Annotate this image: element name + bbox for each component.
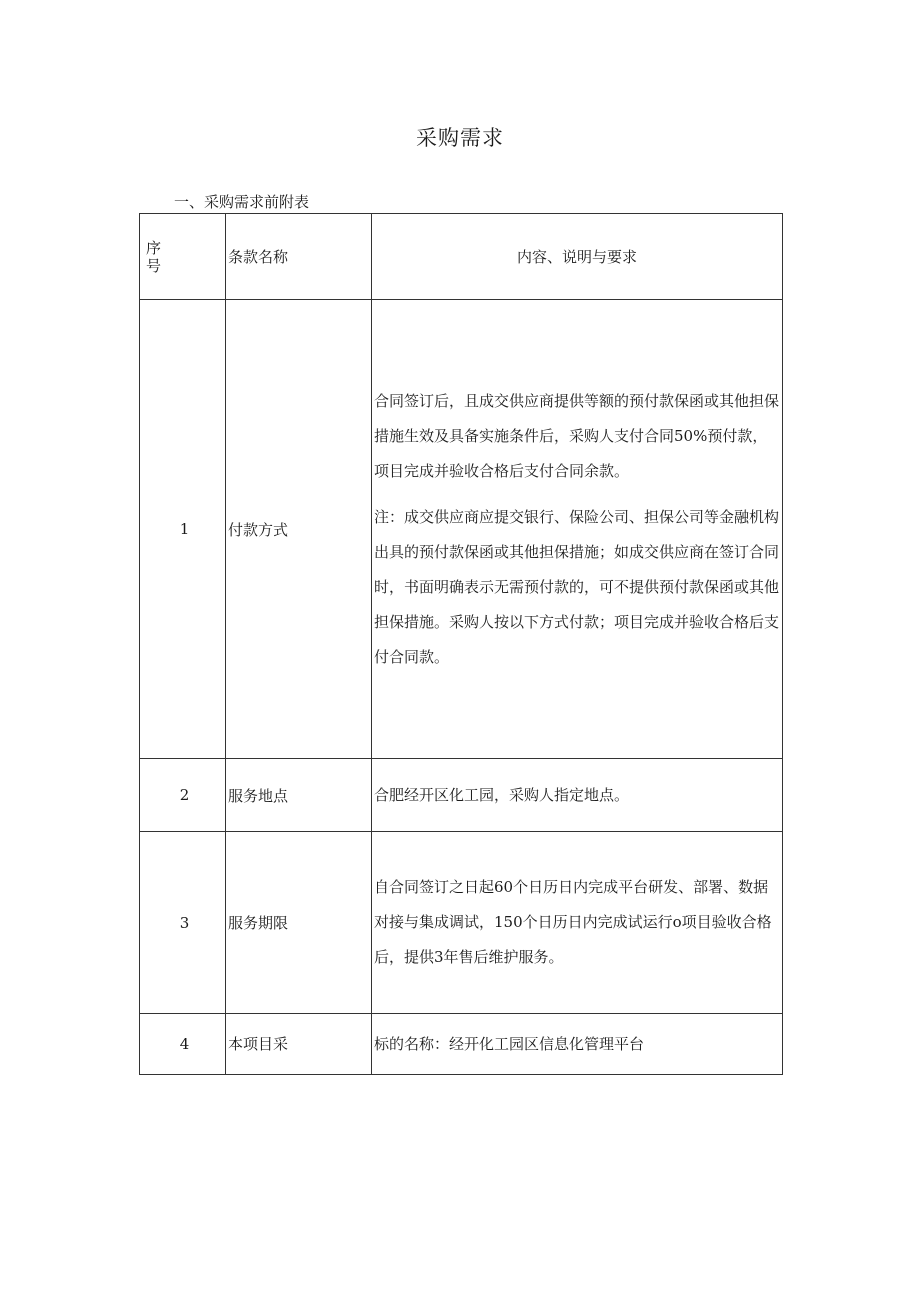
- table-row: [140, 832, 783, 1014]
- content-paragraph: 注：成交供应商应提交银行、保险公司、担保公司等金融机构出具的预付款保函或其他担保措施；如成交供应商在签订合同时，书面明确表示无需预付款的，可不提供预付款保函或其他担保措施。采购人按以下方式付款；项目完成并验收合格后支付合同款。: [374, 507, 780, 666]
- row-content: [372, 1014, 783, 1075]
- row-no-label: 4: [179, 1034, 190, 1053]
- content-paragraph: 合肥经开区化工园，采购人指定地点。: [374, 785, 630, 804]
- requirements-table: [139, 213, 783, 1075]
- content-paragraph: 自合同签订之日起60个日历日内完成平台研发、部署、数据对接与集成调试，150个日历日内完成试运行o项目验收合格后，提供3年售后维护服务。: [374, 878, 772, 966]
- row-content: [372, 759, 783, 832]
- row-name: [226, 1014, 372, 1075]
- row-no: 1: [140, 300, 226, 759]
- row-no: 3: [140, 832, 226, 1014]
- content-paragraph: 标的名称：经开化工园区信息化管理平台: [374, 1035, 645, 1053]
- header-no: [140, 214, 226, 300]
- row-no: [140, 1014, 226, 1075]
- table-row: [140, 300, 783, 759]
- table-row: [140, 759, 783, 832]
- row-name-label: 本项目采: [228, 1035, 289, 1053]
- table-header-row: [140, 214, 783, 300]
- header-name: 条款名称: [226, 214, 372, 300]
- document-title: 采购需求: [416, 126, 504, 150]
- row-name: 服务期限: [226, 832, 372, 1014]
- header-no-label: 序号: [146, 238, 162, 275]
- section-heading: 一、采购需求前附表: [174, 193, 310, 211]
- row-content: [372, 300, 783, 759]
- table-row: [140, 1014, 783, 1075]
- row-no: 2: [140, 759, 226, 832]
- header-content: 内容、说明与要求: [372, 214, 783, 300]
- row-name: 付款方式: [226, 300, 372, 759]
- content-paragraph: 合同签订后，且成交供应商提供等额的预付款保函或其他担保措施生效及具备实施条件后，采购人支付合同50%预付款，项目完成并验收合格后支付合同余款。: [374, 391, 780, 480]
- row-name: 服务地点: [226, 759, 372, 832]
- row-content: [372, 832, 783, 1014]
